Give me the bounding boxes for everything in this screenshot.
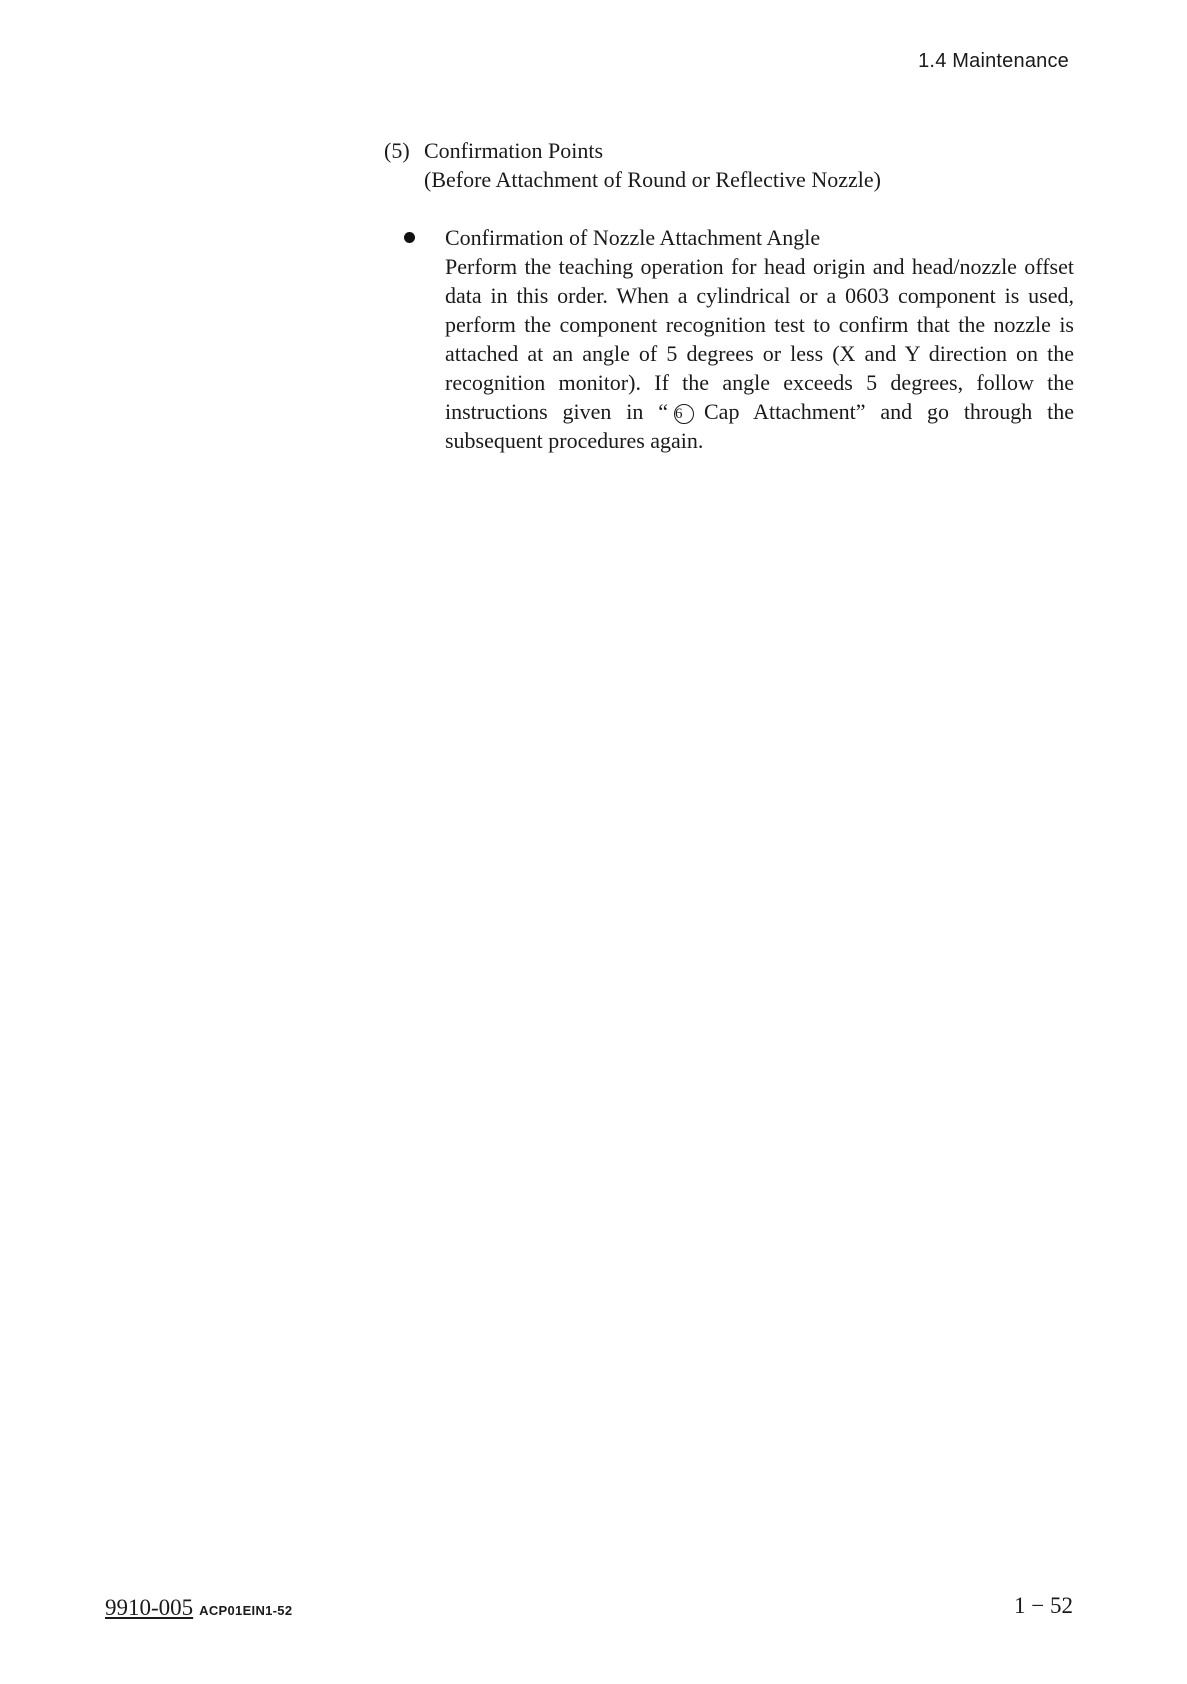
bullet-body-text-end: Cap Attachment” and go through the subsequent procedures again. [445, 399, 1074, 453]
bullet-body [445, 252, 1074, 455]
section-title: Confirmation Points [424, 138, 604, 163]
footer-doc-number: 9910-005 [105, 1595, 194, 1620]
section-block [384, 136, 1074, 194]
bullet-body-text: Perform the teaching operation for head origin and head/nozzle offset data in this order. When a cylindrical or a 0603 component is used, perform the component recognition test to confirm that the nozzle is attached at an angle of 5 degrees or less (X and Y direction on the recognition monitor). If the angle exceeds 5 degrees, follow the instructions given in “ [445, 254, 1074, 424]
circled-number-icon: 6 [674, 404, 694, 424]
running-header: 1.4 Maintenance [918, 50, 1069, 72]
page-number: 1 − 52 [1014, 1593, 1073, 1618]
bullet-content [445, 223, 1074, 455]
section-heading [384, 136, 1074, 165]
bullet-heading: Confirmation of Nozzle Attachment Angle [445, 225, 821, 250]
footer-doc-info [105, 1595, 292, 1621]
section-number: (5) [384, 138, 410, 163]
bullet-item [404, 223, 1074, 455]
bullet-dot-icon [404, 232, 415, 243]
section-subtitle: (Before Attachment of Round or Reflective Nozzle) [424, 167, 881, 192]
footer-doc-code: ACP01EIN1-52 [199, 1603, 293, 1618]
